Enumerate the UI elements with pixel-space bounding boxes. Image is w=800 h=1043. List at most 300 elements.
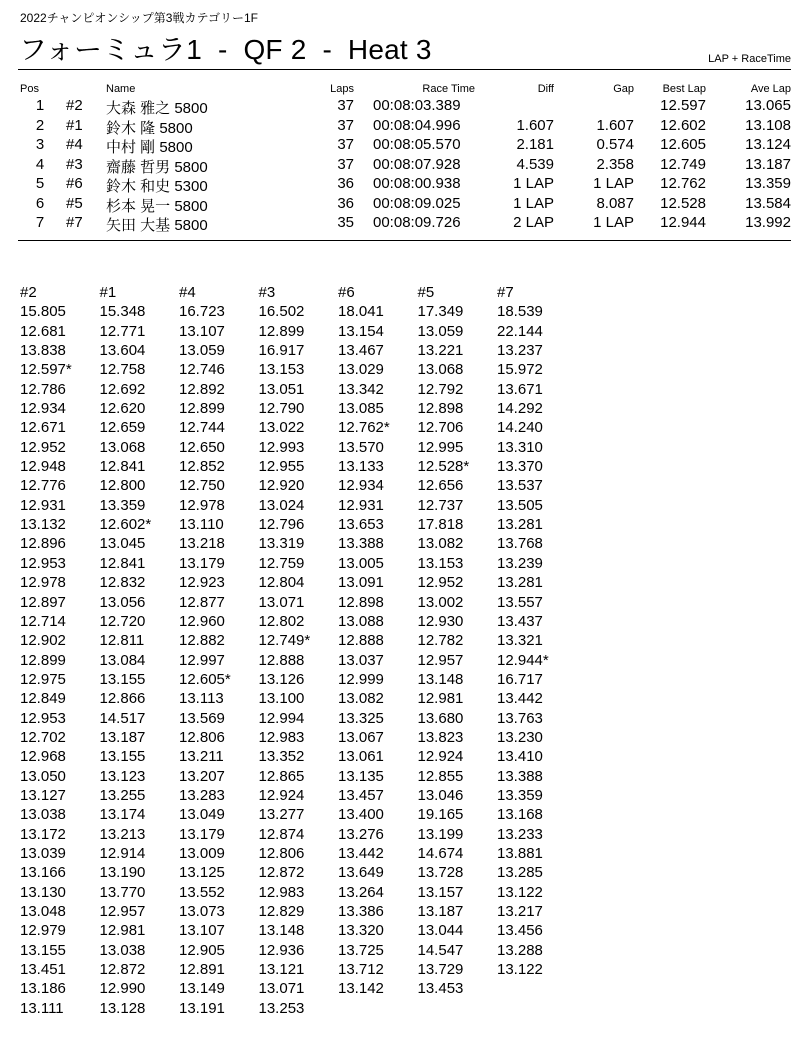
lap-time: 12.936 bbox=[258, 941, 305, 959]
lap-time: 13.386 bbox=[338, 903, 384, 920]
lap-time: 12.832 bbox=[99, 574, 146, 592]
lap-time: 12.997 bbox=[179, 651, 225, 669]
result-ave-lap: 13.108 bbox=[745, 116, 791, 134]
result-gap: 8.087 bbox=[596, 194, 634, 212]
lap-time: 12.981 bbox=[417, 690, 464, 708]
lap-time: 12.923 bbox=[179, 574, 225, 592]
lap-time: 15.805 bbox=[20, 303, 66, 321]
lap-time: 12.759 bbox=[258, 554, 305, 572]
result-diff: 1 LAP bbox=[513, 194, 554, 212]
lap-column bbox=[338, 283, 414, 999]
lap-time: 13.132 bbox=[20, 516, 66, 534]
lap-time: 13.823 bbox=[417, 728, 464, 746]
lap-time: 12.896 bbox=[20, 535, 66, 553]
lap-time: 13.172 bbox=[20, 825, 66, 843]
lap-time: 12.744 bbox=[179, 419, 225, 437]
lap-time: 13.048 bbox=[20, 903, 66, 920]
table-row bbox=[0, 156, 800, 175]
lap-time: 12.746 bbox=[179, 361, 225, 379]
table-row bbox=[0, 175, 800, 194]
lap-time: 13.149 bbox=[179, 980, 225, 998]
col-header-name: Name bbox=[106, 83, 136, 95]
lap-time: 12.872 bbox=[99, 961, 146, 979]
lap-time: 12.620 bbox=[99, 400, 146, 418]
lap-time: 13.207 bbox=[179, 767, 225, 785]
results-divider bbox=[18, 240, 791, 241]
lap-time: 12.993 bbox=[258, 438, 305, 456]
result-pos: 5 bbox=[35, 175, 45, 192]
lap-time: 13.071 bbox=[258, 593, 305, 611]
lap-time: 12.882 bbox=[179, 632, 225, 650]
lap-time: 13.154 bbox=[338, 322, 384, 340]
result-ave-lap: 13.065 bbox=[745, 97, 791, 114]
lap-time: 13.044 bbox=[417, 922, 464, 940]
lap-time: 12.983 bbox=[258, 883, 305, 901]
lap-time: 13.370 bbox=[497, 458, 543, 476]
lap-time: 13.213 bbox=[99, 825, 146, 843]
lap-time: 12.852 bbox=[179, 458, 225, 476]
results-header-row bbox=[0, 83, 800, 97]
lap-time: 12.737 bbox=[417, 496, 464, 514]
lap-time: 12.960 bbox=[179, 612, 225, 630]
lap-time: 13.046 bbox=[417, 786, 464, 804]
lap-time: 12.806 bbox=[258, 844, 305, 862]
lap-time: 13.051 bbox=[258, 380, 305, 398]
result-driver-name: 杉本 晃一 5800 bbox=[106, 197, 208, 215]
result-car-number: #4 bbox=[66, 136, 83, 153]
lap-time: 13.217 bbox=[497, 903, 543, 920]
lap-time: 13.179 bbox=[179, 825, 225, 843]
lap-time: 12.978 bbox=[179, 496, 225, 514]
lap-time: 13.133 bbox=[338, 458, 384, 476]
table-row bbox=[0, 136, 800, 155]
table-row bbox=[0, 97, 800, 116]
lap-time: 13.457 bbox=[338, 786, 384, 804]
lap-time: 13.680 bbox=[417, 709, 464, 727]
lap-time: 13.121 bbox=[258, 961, 305, 979]
lap-time: 12.898 bbox=[417, 400, 464, 418]
lap-time: 13.729 bbox=[417, 961, 464, 979]
lap-time: 13.113 bbox=[179, 690, 224, 708]
lap-time: 12.955 bbox=[258, 458, 305, 476]
lap-time: 12.934 bbox=[338, 477, 384, 495]
lap-time: 13.059 bbox=[179, 342, 225, 360]
lap-time: 12.981 bbox=[99, 922, 146, 940]
lap-column bbox=[497, 283, 573, 979]
table-row bbox=[0, 214, 800, 233]
lap-time: 13.320 bbox=[338, 922, 384, 940]
result-pos: 2 bbox=[35, 116, 45, 134]
result-best-lap: 12.749 bbox=[660, 155, 706, 173]
lap-times-grid bbox=[0, 283, 800, 1043]
lap-time: 13.453 bbox=[417, 980, 464, 998]
lap-time: 13.084 bbox=[99, 651, 146, 669]
lap-time: 13.342 bbox=[338, 380, 384, 398]
result-ave-lap: 13.359 bbox=[745, 175, 791, 192]
lap-time: 12.702 bbox=[20, 728, 66, 746]
result-best-lap: 12.762 bbox=[660, 175, 706, 192]
lap-time: 12.602* bbox=[99, 516, 152, 534]
lap-time: 13.091 bbox=[338, 574, 384, 592]
lap-time: 12.706 bbox=[417, 419, 464, 437]
lap-time: 13.285 bbox=[497, 864, 543, 882]
lap-time: 13.467 bbox=[338, 342, 384, 360]
lap-time: 13.045 bbox=[99, 535, 146, 553]
lap-time: 12.953 bbox=[20, 554, 66, 572]
lap-time: 13.239 bbox=[497, 554, 543, 572]
header-divider bbox=[18, 69, 791, 70]
lap-time: 13.071 bbox=[258, 980, 305, 998]
report-type-label: LAP + RaceTime bbox=[708, 53, 791, 65]
lap-time: 13.319 bbox=[258, 535, 305, 553]
lap-time: 13.038 bbox=[99, 941, 146, 959]
lap-time: 13.456 bbox=[497, 922, 543, 940]
lap-time: 13.388 bbox=[497, 767, 543, 785]
lap-time: 12.891 bbox=[179, 961, 225, 979]
lap-time: 12.899 bbox=[179, 400, 225, 418]
lap-time: 13.187 bbox=[417, 903, 464, 920]
lap-time: 12.948 bbox=[20, 458, 66, 476]
lap-column bbox=[259, 283, 335, 1018]
lap-time: 13.068 bbox=[417, 361, 464, 379]
lap-time: 12.841 bbox=[99, 458, 146, 476]
result-ave-lap: 13.992 bbox=[745, 214, 791, 231]
result-best-lap: 12.602 bbox=[660, 116, 706, 134]
lap-time: 13.153 bbox=[258, 361, 305, 379]
lap-time: 13.725 bbox=[338, 941, 384, 959]
lap-time: 12.800 bbox=[99, 477, 146, 495]
lap-time: 12.899 bbox=[20, 651, 66, 669]
lap-time: 12.782 bbox=[417, 632, 464, 650]
lap-time: 13.155 bbox=[99, 670, 146, 688]
lap-time: 13.649 bbox=[338, 864, 384, 882]
lap-time: 13.237 bbox=[497, 342, 543, 360]
lap-time: 13.728 bbox=[417, 864, 464, 882]
lap-time: 13.505 bbox=[497, 496, 543, 514]
result-best-lap: 12.528 bbox=[660, 194, 706, 212]
lap-time: 12.877 bbox=[179, 593, 225, 611]
event-subtitle: 2022チャンピオンシップ第3戦カテゴリー1F bbox=[20, 11, 258, 25]
lap-time: 13.557 bbox=[497, 593, 543, 611]
lap-time: 12.968 bbox=[20, 748, 66, 766]
result-best-lap: 12.597 bbox=[660, 97, 706, 114]
lap-time: 12.888 bbox=[338, 632, 384, 650]
lap-time: 12.855 bbox=[417, 767, 464, 785]
lap-time: 12.931 bbox=[338, 496, 384, 514]
result-race-time: 00:08:04.996 bbox=[373, 116, 461, 134]
result-race-time: 00:08:00.938 bbox=[373, 175, 461, 192]
lap-time: 12.750 bbox=[179, 477, 225, 495]
lap-time: 12.995 bbox=[417, 438, 464, 456]
lap-time: 13.067 bbox=[338, 728, 384, 746]
lap-time: 13.410 bbox=[497, 748, 543, 766]
lap-time: 15.972 bbox=[497, 361, 543, 379]
lap-time: 13.881 bbox=[497, 844, 543, 862]
lap-column-car-number: #5 bbox=[417, 284, 435, 301]
lap-time: 12.920 bbox=[258, 477, 305, 495]
result-driver-name: 鈴木 和史 5300 bbox=[106, 178, 208, 195]
result-gap: 0.574 bbox=[596, 136, 634, 153]
lap-time: 13.190 bbox=[99, 864, 146, 882]
lap-time: 12.597* bbox=[20, 361, 72, 379]
lap-time: 12.790 bbox=[258, 400, 305, 418]
result-diff: 1 LAP bbox=[513, 175, 554, 192]
lap-time: 12.952 bbox=[417, 574, 464, 592]
result-car-number: #7 bbox=[66, 214, 83, 231]
lap-time: 14.240 bbox=[497, 419, 543, 437]
result-best-lap: 12.605 bbox=[660, 136, 706, 153]
col-header-pos: Pos bbox=[20, 83, 39, 95]
lap-time: 16.917 bbox=[258, 342, 305, 360]
lap-time: 12.792 bbox=[417, 380, 464, 398]
lap-column bbox=[179, 283, 255, 1018]
lap-time: 12.934 bbox=[20, 400, 66, 418]
result-laps: 36 bbox=[337, 175, 354, 192]
col-header-gap: Gap bbox=[613, 83, 634, 95]
lap-time: 13.082 bbox=[338, 690, 384, 708]
lap-time: 13.211 bbox=[179, 748, 224, 766]
result-car-number: #5 bbox=[66, 194, 83, 212]
lap-time: 13.281 bbox=[497, 574, 543, 592]
lap-time: 12.892 bbox=[179, 380, 225, 398]
lap-column-car-number: #4 bbox=[179, 284, 196, 301]
lap-time: 13.400 bbox=[338, 806, 384, 824]
lap-time: 12.656 bbox=[417, 477, 464, 495]
lap-time: 13.437 bbox=[497, 612, 543, 630]
lap-time: 13.037 bbox=[338, 651, 384, 669]
result-pos: 3 bbox=[35, 136, 45, 153]
lap-time: 13.321 bbox=[497, 632, 543, 650]
lap-time: 13.082 bbox=[417, 535, 464, 553]
col-header-best-lap: Best Lap bbox=[662, 83, 706, 95]
lap-time: 13.166 bbox=[20, 864, 66, 882]
result-car-number: #1 bbox=[66, 116, 83, 134]
col-header-laps: Laps bbox=[330, 83, 354, 95]
result-race-time: 00:08:09.025 bbox=[373, 194, 461, 212]
lap-time: 13.038 bbox=[20, 806, 66, 824]
lap-time: 13.050 bbox=[20, 767, 66, 785]
lap-time: 13.168 bbox=[497, 806, 543, 824]
result-pos: 1 bbox=[35, 97, 45, 114]
table-row bbox=[0, 195, 800, 214]
lap-time: 12.874 bbox=[258, 825, 305, 843]
lap-time: 13.155 bbox=[20, 941, 66, 959]
result-pos: 6 bbox=[35, 194, 45, 212]
result-driver-name: 中村 剛 5800 bbox=[106, 139, 193, 156]
lap-time: 13.123 bbox=[99, 767, 146, 785]
lap-time: 22.144 bbox=[497, 322, 543, 340]
result-laps: 36 bbox=[337, 194, 354, 212]
lap-time: 12.957 bbox=[417, 651, 464, 669]
lap-time: 13.024 bbox=[258, 496, 305, 514]
result-car-number: #6 bbox=[66, 175, 83, 192]
lap-time: 13.127 bbox=[20, 786, 66, 804]
lap-time: 13.537 bbox=[497, 477, 543, 495]
lap-time: 18.539 bbox=[497, 303, 543, 321]
lap-time: 19.165 bbox=[417, 806, 464, 824]
lap-time: 13.174 bbox=[99, 806, 146, 824]
lap-time: 13.179 bbox=[179, 554, 225, 572]
result-laps: 35 bbox=[337, 214, 354, 231]
lap-time: 13.088 bbox=[338, 612, 384, 630]
result-race-time: 00:08:07.928 bbox=[373, 155, 461, 173]
lap-time: 13.002 bbox=[417, 593, 464, 611]
lap-time: 13.352 bbox=[258, 748, 305, 766]
lap-time: 13.569 bbox=[179, 709, 225, 727]
lap-time: 16.502 bbox=[258, 303, 305, 321]
result-gap: 1.607 bbox=[596, 116, 634, 134]
lap-time: 12.952 bbox=[20, 438, 66, 456]
lap-time: 13.056 bbox=[99, 593, 146, 611]
lap-time: 13.059 bbox=[417, 322, 464, 340]
lap-time: 13.264 bbox=[338, 883, 384, 901]
lap-time: 12.528* bbox=[417, 458, 470, 476]
lap-column bbox=[418, 283, 494, 999]
result-gap: 1 LAP bbox=[593, 214, 634, 231]
lap-time: 12.771 bbox=[99, 322, 146, 340]
page-title: フォーミュラ1 - QF 2 - Heat 3 bbox=[19, 34, 432, 65]
lap-column-car-number: #1 bbox=[99, 284, 117, 301]
result-driver-name: 鈴木 隆 5800 bbox=[106, 119, 193, 137]
lap-time: 13.110 bbox=[179, 516, 224, 534]
result-laps: 37 bbox=[337, 155, 354, 173]
lap-time: 13.148 bbox=[417, 670, 464, 688]
lap-time: 13.135 bbox=[338, 767, 384, 785]
lap-time: 13.199 bbox=[417, 825, 464, 843]
lap-time: 13.359 bbox=[99, 496, 146, 514]
result-pos: 7 bbox=[35, 214, 45, 231]
col-header-race-time: Race Time bbox=[422, 83, 475, 95]
lap-time: 12.841 bbox=[99, 554, 146, 572]
lap-time: 13.838 bbox=[20, 342, 66, 360]
lap-time: 12.758 bbox=[99, 361, 146, 379]
lap-time: 13.122 bbox=[497, 883, 543, 901]
lap-time: 13.388 bbox=[338, 535, 384, 553]
result-driver-name: 大森 雅之 5800 bbox=[106, 100, 208, 117]
result-diff: 2 LAP bbox=[513, 214, 554, 231]
lap-time: 13.085 bbox=[338, 400, 384, 418]
lap-time: 13.122 bbox=[497, 961, 543, 979]
lap-time: 13.142 bbox=[338, 980, 384, 998]
result-ave-lap: 13.124 bbox=[745, 136, 791, 153]
result-gap: 1 LAP bbox=[593, 175, 634, 192]
lap-time: 14.517 bbox=[99, 709, 146, 727]
lap-time: 13.255 bbox=[99, 786, 146, 804]
result-diff: 2.181 bbox=[516, 136, 554, 153]
result-ave-lap: 13.187 bbox=[745, 155, 791, 173]
lap-time: 15.348 bbox=[99, 303, 146, 321]
lap-time: 13.671 bbox=[497, 380, 543, 398]
lap-time: 12.776 bbox=[20, 477, 66, 495]
result-car-number: #3 bbox=[66, 155, 83, 173]
lap-column-car-number: #2 bbox=[20, 284, 37, 301]
lap-time: 12.944* bbox=[497, 651, 549, 669]
lap-time: 12.865 bbox=[258, 767, 305, 785]
lap-time: 12.924 bbox=[258, 786, 305, 804]
lap-time: 12.914 bbox=[99, 844, 146, 862]
lap-time: 13.442 bbox=[338, 844, 384, 862]
lap-time: 12.762* bbox=[338, 419, 390, 437]
result-diff: 1.607 bbox=[516, 116, 554, 134]
result-best-lap: 12.944 bbox=[660, 214, 706, 231]
lap-time: 12.714 bbox=[20, 612, 66, 630]
lap-time: 13.653 bbox=[338, 516, 384, 534]
lap-time: 12.829 bbox=[258, 903, 305, 920]
lap-time: 12.931 bbox=[20, 496, 66, 514]
lap-time: 12.802 bbox=[258, 612, 305, 630]
lap-time: 17.349 bbox=[417, 303, 464, 321]
lap-column bbox=[100, 283, 176, 1018]
result-driver-name: 矢田 大基 5800 bbox=[106, 217, 208, 234]
lap-time: 12.671 bbox=[20, 419, 66, 437]
result-diff: 4.539 bbox=[516, 155, 554, 173]
lap-time: 13.310 bbox=[497, 438, 543, 456]
lap-time: 12.866 bbox=[99, 690, 146, 708]
result-laps: 37 bbox=[337, 97, 354, 114]
lap-time: 13.570 bbox=[338, 438, 384, 456]
result-race-time: 00:08:09.726 bbox=[373, 214, 461, 231]
lap-time: 13.022 bbox=[258, 419, 305, 437]
lap-column-car-number: #6 bbox=[338, 284, 355, 301]
lap-time: 12.999 bbox=[338, 670, 384, 688]
lap-time: 16.717 bbox=[497, 670, 543, 688]
lap-time: 16.723 bbox=[179, 303, 225, 321]
lap-time: 14.292 bbox=[497, 400, 543, 418]
result-gap: 2.358 bbox=[596, 155, 634, 173]
lap-time: 13.283 bbox=[179, 786, 225, 804]
lap-time: 13.073 bbox=[179, 903, 225, 920]
lap-time: 17.818 bbox=[417, 516, 464, 534]
lap-time: 13.253 bbox=[258, 999, 305, 1017]
lap-time: 12.990 bbox=[99, 980, 146, 998]
lap-time: 13.107 bbox=[179, 922, 225, 940]
lap-time: 12.994 bbox=[258, 709, 305, 727]
lap-time: 12.905 bbox=[179, 941, 225, 959]
lap-time: 13.712 bbox=[338, 961, 384, 979]
result-laps: 37 bbox=[337, 116, 354, 134]
lap-time: 13.153 bbox=[417, 554, 464, 572]
lap-time: 13.277 bbox=[258, 806, 305, 824]
lap-time: 13.230 bbox=[497, 728, 543, 746]
col-header-ave-lap: Ave Lap bbox=[750, 83, 791, 95]
lap-time: 12.605* bbox=[179, 670, 231, 688]
lap-time: 13.039 bbox=[20, 844, 66, 862]
lap-time: 14.674 bbox=[417, 844, 464, 862]
lap-time: 13.107 bbox=[179, 322, 225, 340]
lap-time: 13.768 bbox=[497, 535, 543, 553]
lap-time: 13.029 bbox=[338, 361, 384, 379]
lap-time: 18.041 bbox=[338, 303, 384, 321]
lap-time: 13.068 bbox=[99, 438, 146, 456]
lap-time: 12.979 bbox=[20, 922, 66, 940]
result-ave-lap: 13.584 bbox=[745, 194, 791, 212]
lap-time: 13.288 bbox=[497, 941, 543, 959]
lap-column bbox=[20, 283, 96, 1018]
lap-time: 12.872 bbox=[258, 864, 305, 882]
lap-time: 12.924 bbox=[417, 748, 464, 766]
lap-time: 12.692 bbox=[99, 380, 146, 398]
lap-time: 13.604 bbox=[99, 342, 146, 360]
lap-time: 13.130 bbox=[20, 883, 66, 901]
lap-time: 13.155 bbox=[99, 748, 146, 766]
lap-time: 12.983 bbox=[258, 728, 305, 746]
lap-time: 13.009 bbox=[179, 844, 225, 862]
lap-time: 12.659 bbox=[99, 419, 146, 437]
lap-time: 13.442 bbox=[497, 690, 543, 708]
lap-time: 12.930 bbox=[417, 612, 464, 630]
lap-time: 12.806 bbox=[179, 728, 225, 746]
lap-time: 12.898 bbox=[338, 593, 384, 611]
